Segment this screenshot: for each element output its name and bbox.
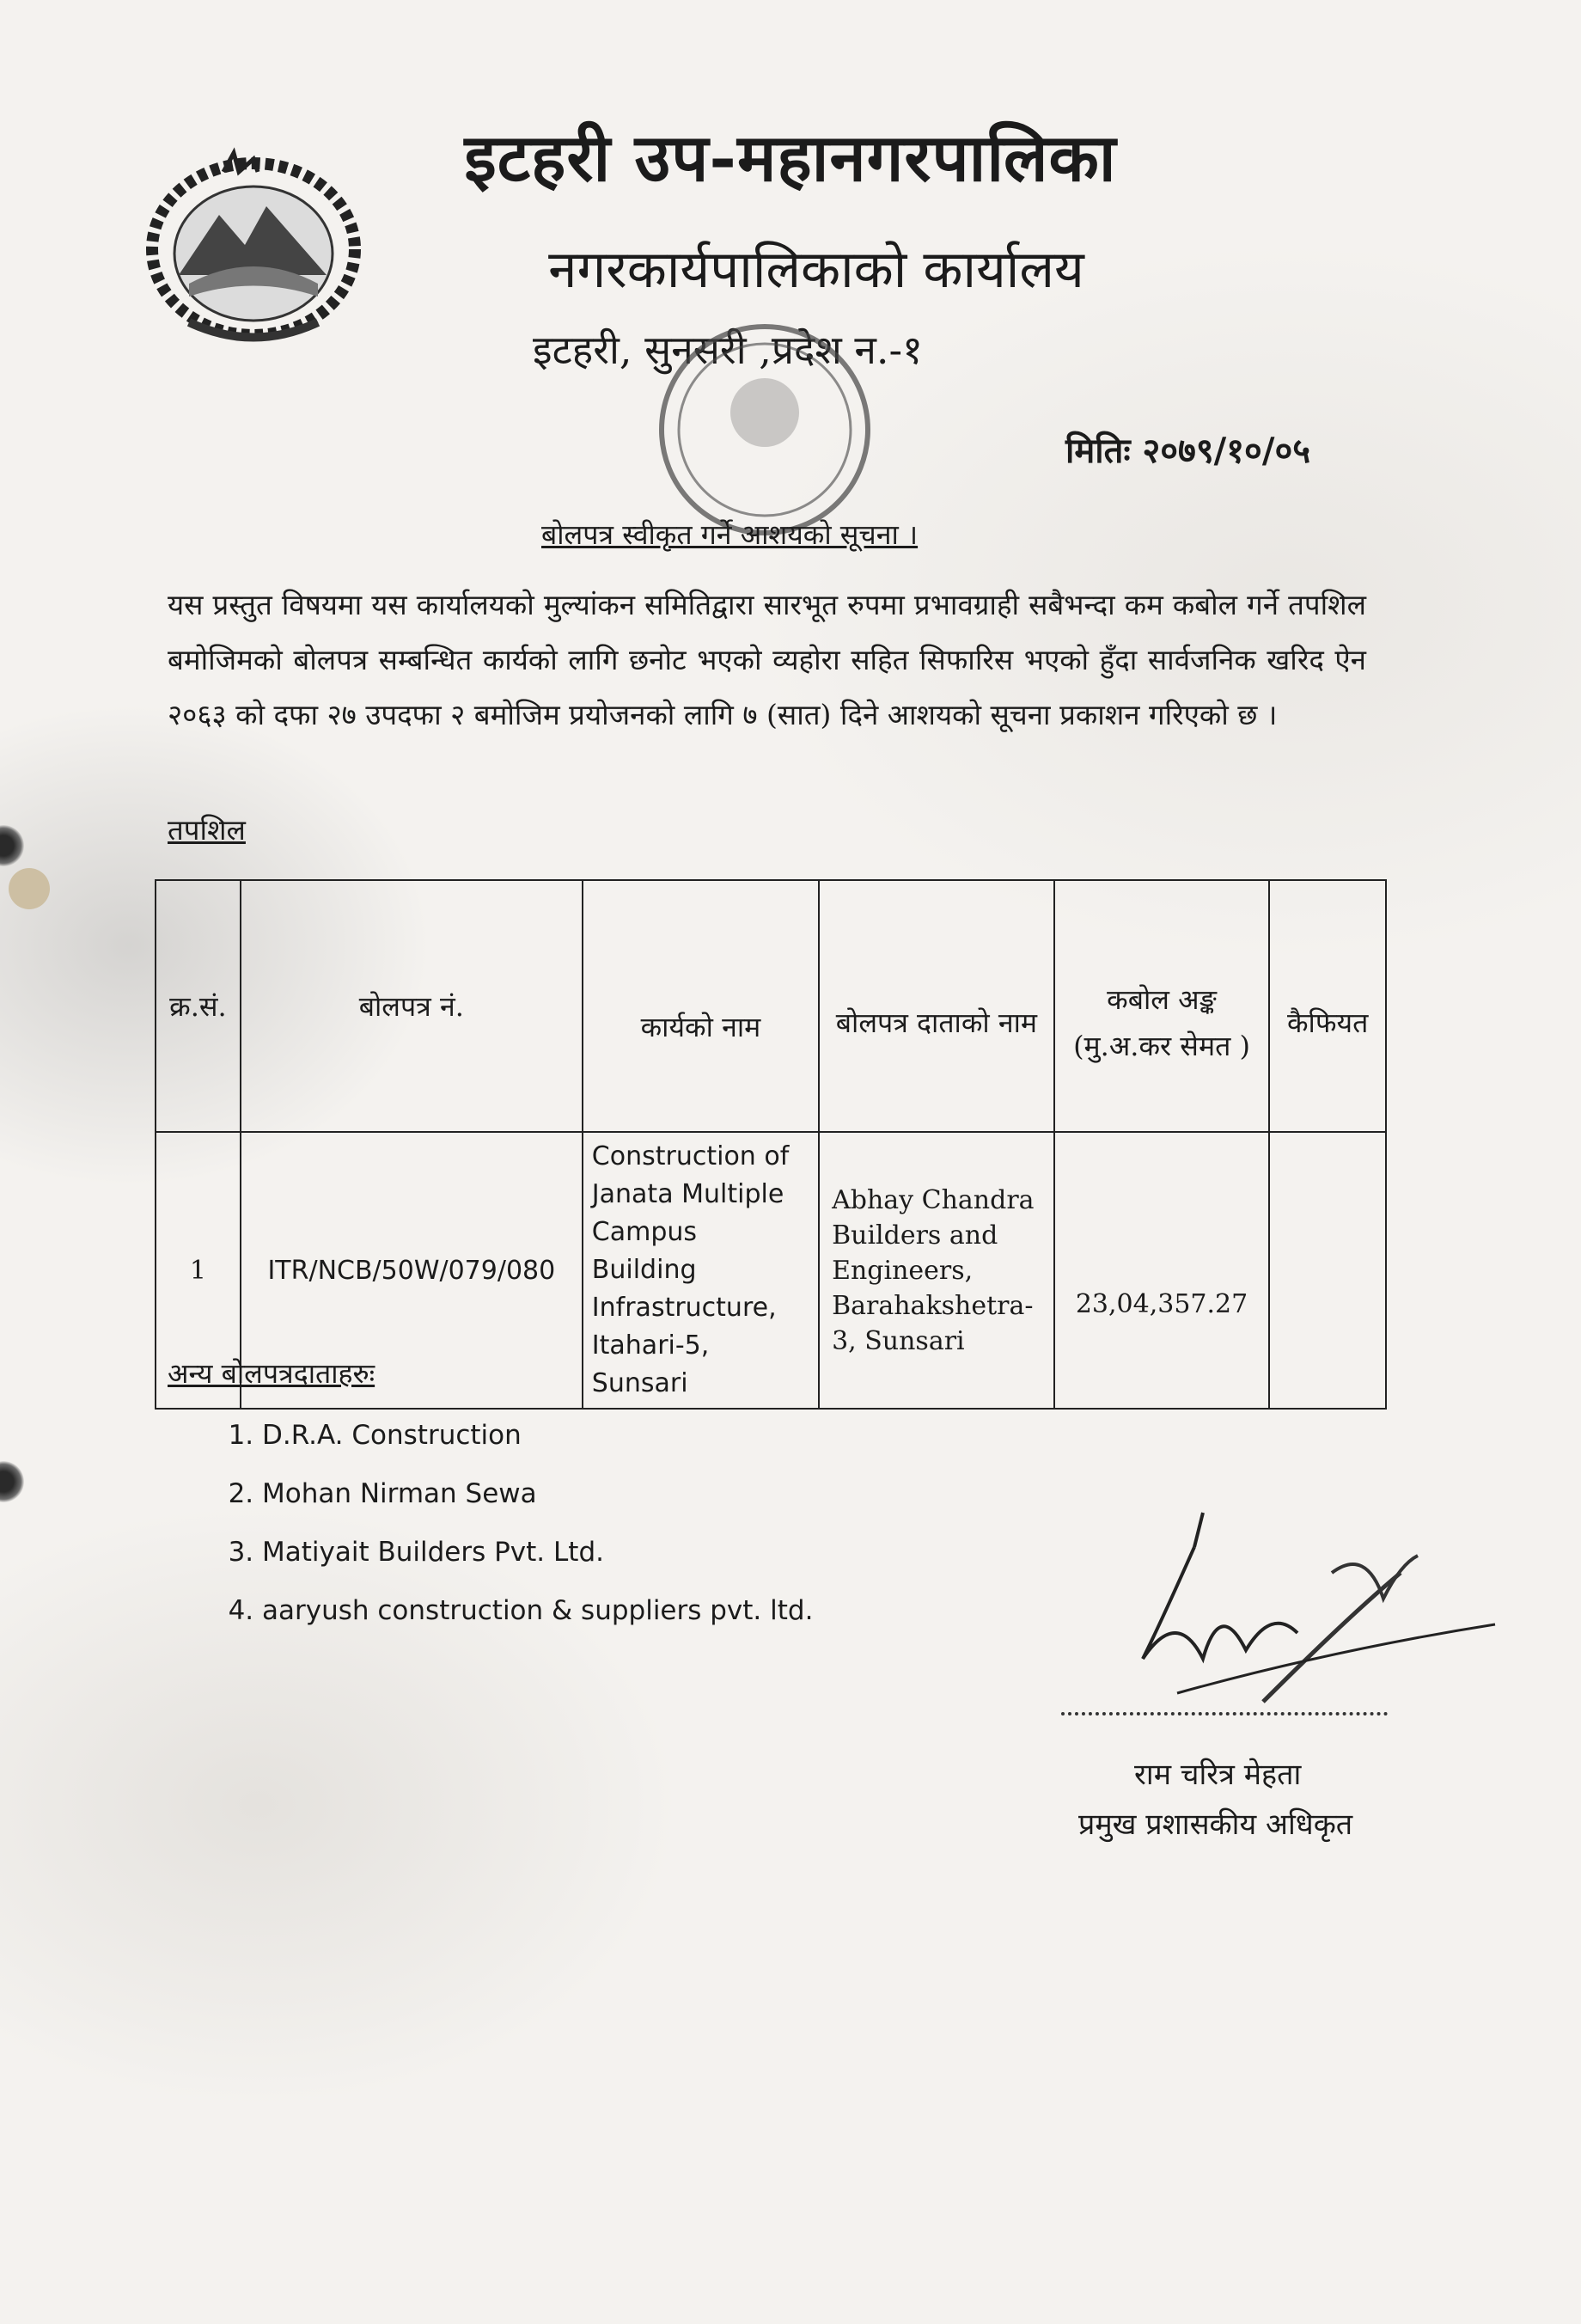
body-paragraph: यस प्रस्तुत विषयमा यस कार्यालयको मुल्यांकन समितिद्वारा सारभूत रुपमा प्रभावग्राही सबैभन्दा कम कबोल गर्ने तपशिल बमोजिमको बोलपत्र सम्बन्धित कार्यको लागि छनोट भएको व्यहोरा सहित सिफारिस भएको हुँदा सार्वजनिक खरिद ऐन २०६३ को दफा २७ उपदफा २ बमोजिम प्रयोजनको लागि ७ (सात) दिने आशयको सूचना प्रकाशन गरिएको छ । — [168, 588, 1366, 731]
paper-chip — [9, 868, 50, 909]
cell-bid-amount: 23,04,357.27 — [1054, 1132, 1270, 1409]
header-work-name: कार्यको नाम — [583, 880, 819, 1132]
office-name: नगरकार्यपालिकाको कार्यालय — [548, 240, 1084, 300]
bid-table — [155, 879, 1387, 1410]
signatory-name: राम चरित्र मेहता — [1134, 1758, 1302, 1792]
handwritten-signature — [1074, 1495, 1504, 1719]
cell-bidder-name: Abhay Chandra Builders and Engineers, Barahakshetra-3, Sunsari — [819, 1132, 1054, 1409]
other-bidders-label: अन्य बोलपत्रदाताहरुः — [168, 1357, 375, 1390]
org-name: इटहरी उप-महानगरपालिका — [464, 119, 1117, 196]
header-serial-no: क्र.सं. — [156, 880, 241, 1132]
cell-serial-no: 1 — [156, 1132, 241, 1409]
header-bid-no: बोलपत्र नं. — [241, 880, 583, 1132]
cell-remarks — [1269, 1132, 1386, 1409]
header-bidder-name: बोलपत्र दाताको नाम — [819, 880, 1054, 1132]
notice-date: मितिः २०७९/१०/०५ — [1065, 431, 1311, 471]
other-bidders-list — [211, 1406, 813, 1640]
address: इटहरी, सुनसरी ,प्रदेश न.-१ — [533, 327, 923, 373]
cell-bid-no: ITR/NCB/50W/079/080 — [241, 1132, 583, 1409]
cell-work-name: Construction of Janata Multiple Campus Building Infrastructure, Itahari-5, Sunsari — [583, 1132, 819, 1409]
list-item: 2. Mohan Nirman Sewa — [262, 1465, 813, 1523]
header-bid-amount: कबोल अङ्क (मु.अ.कर सेमत ) — [1054, 880, 1270, 1132]
list-item: 1. D.R.A. Construction — [262, 1406, 813, 1465]
punch-hole — [0, 1461, 24, 1502]
header-remarks: कैफियत — [1269, 880, 1386, 1132]
list-item: 3. Matiyait Builders Pvt. Ltd. — [262, 1523, 813, 1581]
signatory-title: प्रमुख प्रशासकीय अधिकृत — [1078, 1807, 1353, 1842]
list-item: 4. aaryush construction & suppliers pvt. ltd. — [262, 1581, 813, 1640]
punch-hole — [0, 825, 24, 866]
table-header-row — [156, 880, 1386, 1132]
notice-title: बोलपत्र स्वीकृत गर्ने आशयको सूचना । — [541, 518, 919, 551]
signature-line — [1061, 1712, 1388, 1715]
details-label: तपशिल — [168, 813, 246, 847]
